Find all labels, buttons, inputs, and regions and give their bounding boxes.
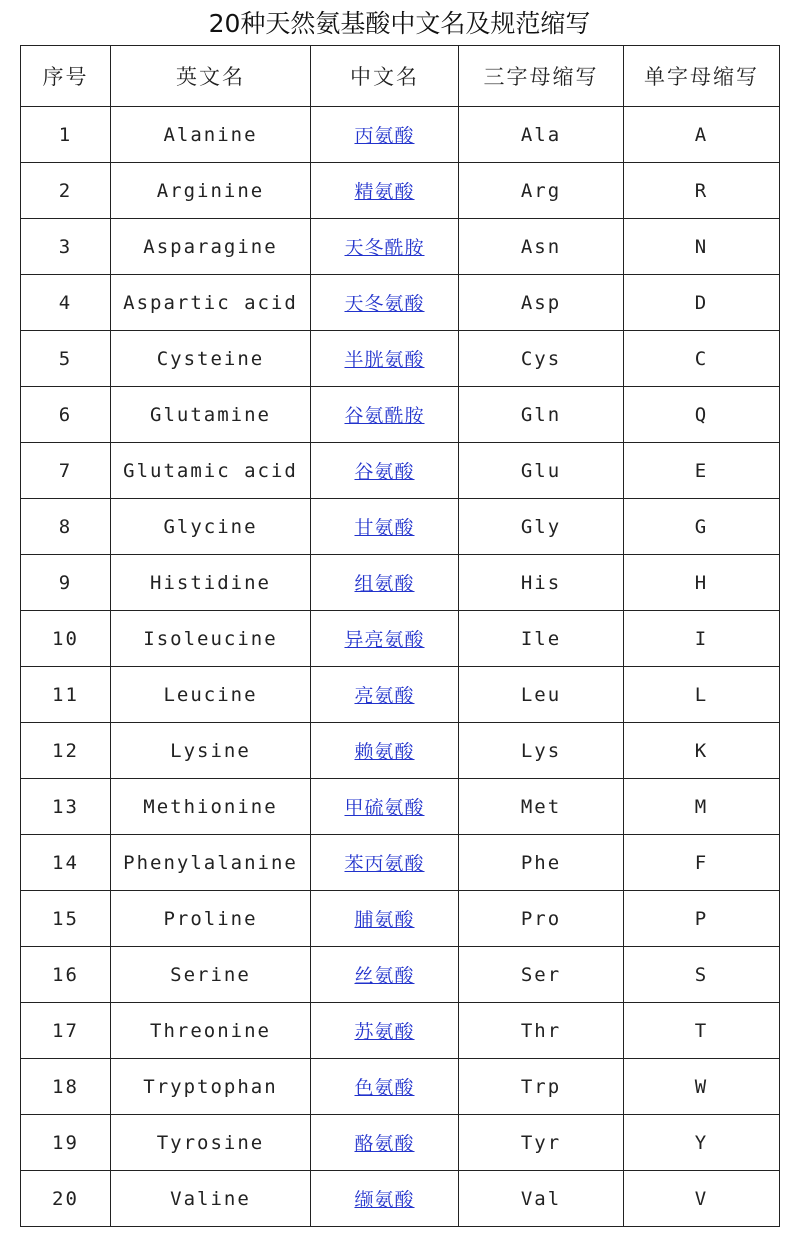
table-row (21, 387, 780, 443)
cell-number: 18 (21, 1059, 111, 1115)
cell-english-name: Lysine (111, 723, 311, 779)
chinese-name-link[interactable]: 苯丙氨酸 (344, 853, 425, 875)
cell-chinese-name (311, 107, 459, 163)
table-row (21, 331, 780, 387)
cell-english-name: Cysteine (111, 331, 311, 387)
cell-chinese-name (311, 1059, 459, 1115)
cell-number: 4 (21, 275, 111, 331)
table-row (21, 835, 780, 891)
cell-one-letter: A (624, 107, 780, 163)
chinese-name-link[interactable]: 赖氨酸 (354, 741, 415, 763)
header-three-letter: 三字母缩写 (459, 46, 624, 107)
chinese-name-link[interactable]: 组氨酸 (354, 573, 415, 595)
table-row (21, 947, 780, 1003)
cell-three-letter: Trp (459, 1059, 624, 1115)
cell-english-name: Glutamine (111, 387, 311, 443)
cell-english-name: Asparagine (111, 219, 311, 275)
cell-three-letter: Gly (459, 499, 624, 555)
cell-chinese-name (311, 723, 459, 779)
cell-three-letter: Tyr (459, 1115, 624, 1171)
cell-number: 9 (21, 555, 111, 611)
cell-chinese-name (311, 1171, 459, 1227)
header-one-letter: 单字母缩写 (624, 46, 780, 107)
cell-english-name: Tryptophan (111, 1059, 311, 1115)
chinese-name-link[interactable]: 谷氨酰胺 (344, 405, 425, 427)
table-row (21, 275, 780, 331)
cell-three-letter: Asn (459, 219, 624, 275)
table-row (21, 1059, 780, 1115)
cell-english-name: Tyrosine (111, 1115, 311, 1171)
cell-one-letter: V (624, 1171, 780, 1227)
chinese-name-link[interactable]: 精氨酸 (354, 181, 415, 203)
table-row (21, 107, 780, 163)
cell-one-letter: L (624, 667, 780, 723)
chinese-name-link[interactable]: 异亮氨酸 (344, 629, 425, 651)
cell-english-name: Glycine (111, 499, 311, 555)
cell-one-letter: C (624, 331, 780, 387)
cell-chinese-name (311, 443, 459, 499)
chinese-name-link[interactable]: 甲硫氨酸 (344, 797, 425, 819)
cell-english-name: Proline (111, 891, 311, 947)
cell-three-letter: Ser (459, 947, 624, 1003)
cell-one-letter: H (624, 555, 780, 611)
chinese-name-link[interactable]: 甘氨酸 (354, 517, 415, 539)
cell-three-letter: Asp (459, 275, 624, 331)
header-chinese-name: 中文名 (311, 46, 459, 107)
chinese-name-link[interactable]: 亮氨酸 (354, 685, 415, 707)
cell-one-letter: N (624, 219, 780, 275)
cell-three-letter: Ile (459, 611, 624, 667)
cell-three-letter: Phe (459, 835, 624, 891)
chinese-name-link[interactable]: 丙氨酸 (354, 125, 415, 147)
chinese-name-link[interactable]: 酪氨酸 (354, 1133, 415, 1155)
cell-english-name: Arginine (111, 163, 311, 219)
cell-one-letter: K (624, 723, 780, 779)
cell-one-letter: I (624, 611, 780, 667)
table-row (21, 891, 780, 947)
cell-three-letter: Ala (459, 107, 624, 163)
cell-number: 13 (21, 779, 111, 835)
table-row (21, 611, 780, 667)
table-row (21, 555, 780, 611)
cell-chinese-name (311, 835, 459, 891)
cell-one-letter: P (624, 891, 780, 947)
cell-english-name: Glutamic acid (111, 443, 311, 499)
cell-english-name: Serine (111, 947, 311, 1003)
cell-number: 8 (21, 499, 111, 555)
cell-three-letter: Arg (459, 163, 624, 219)
cell-one-letter: Q (624, 387, 780, 443)
cell-number: 11 (21, 667, 111, 723)
table-row (21, 219, 780, 275)
cell-one-letter: T (624, 1003, 780, 1059)
cell-one-letter: Y (624, 1115, 780, 1171)
cell-chinese-name (311, 667, 459, 723)
table-row (21, 667, 780, 723)
cell-number: 7 (21, 443, 111, 499)
chinese-name-link[interactable]: 苏氨酸 (354, 1021, 415, 1043)
cell-three-letter: Thr (459, 1003, 624, 1059)
header-english-name: 英文名 (111, 46, 311, 107)
cell-english-name: Isoleucine (111, 611, 311, 667)
chinese-name-link[interactable]: 天冬氨酸 (344, 293, 425, 315)
table-row (21, 163, 780, 219)
cell-chinese-name (311, 555, 459, 611)
cell-one-letter: E (624, 443, 780, 499)
cell-number: 6 (21, 387, 111, 443)
cell-three-letter: Glu (459, 443, 624, 499)
table-row (21, 723, 780, 779)
cell-one-letter: S (624, 947, 780, 1003)
cell-one-letter: R (624, 163, 780, 219)
table-row (21, 1171, 780, 1227)
chinese-name-link[interactable]: 缬氨酸 (354, 1189, 415, 1211)
chinese-name-link[interactable]: 脯氨酸 (354, 909, 415, 931)
cell-number: 17 (21, 1003, 111, 1059)
cell-number: 15 (21, 891, 111, 947)
cell-number: 19 (21, 1115, 111, 1171)
cell-number: 2 (21, 163, 111, 219)
cell-three-letter: Gln (459, 387, 624, 443)
cell-english-name: Phenylalanine (111, 835, 311, 891)
table-row (21, 443, 780, 499)
cell-english-name: Alanine (111, 107, 311, 163)
cell-one-letter: M (624, 779, 780, 835)
cell-three-letter: His (459, 555, 624, 611)
cell-chinese-name (311, 499, 459, 555)
cell-english-name: Aspartic acid (111, 275, 311, 331)
cell-three-letter: Val (459, 1171, 624, 1227)
chinese-name-link[interactable]: 丝氨酸 (354, 965, 415, 987)
cell-chinese-name (311, 275, 459, 331)
cell-chinese-name (311, 779, 459, 835)
amino-acid-table (20, 45, 780, 1227)
page-title: 20种天然氨基酸中文名及规范缩写 (208, 9, 591, 38)
table-row (21, 1003, 780, 1059)
cell-chinese-name (311, 331, 459, 387)
cell-three-letter: Pro (459, 891, 624, 947)
cell-one-letter: G (624, 499, 780, 555)
table-row (21, 1115, 780, 1171)
cell-number: 14 (21, 835, 111, 891)
cell-number: 12 (21, 723, 111, 779)
cell-chinese-name (311, 163, 459, 219)
chinese-name-link[interactable]: 天冬酰胺 (344, 237, 425, 259)
cell-three-letter: Cys (459, 331, 624, 387)
chinese-name-link[interactable]: 谷氨酸 (354, 461, 415, 483)
cell-english-name: Valine (111, 1171, 311, 1227)
header-number: 序号 (21, 46, 111, 107)
cell-chinese-name (311, 219, 459, 275)
cell-three-letter: Lys (459, 723, 624, 779)
cell-number: 5 (21, 331, 111, 387)
cell-number: 16 (21, 947, 111, 1003)
cell-chinese-name (311, 611, 459, 667)
cell-chinese-name (311, 387, 459, 443)
table-row (21, 779, 780, 835)
cell-english-name: Leucine (111, 667, 311, 723)
cell-three-letter: Leu (459, 667, 624, 723)
cell-number: 1 (21, 107, 111, 163)
table-row (21, 499, 780, 555)
cell-english-name: Methionine (111, 779, 311, 835)
cell-number: 10 (21, 611, 111, 667)
cell-chinese-name (311, 1003, 459, 1059)
cell-one-letter: F (624, 835, 780, 891)
cell-chinese-name (311, 891, 459, 947)
cell-number: 20 (21, 1171, 111, 1227)
cell-one-letter: W (624, 1059, 780, 1115)
cell-chinese-name (311, 947, 459, 1003)
cell-chinese-name (311, 1115, 459, 1171)
table-header-row (21, 46, 780, 107)
chinese-name-link[interactable]: 色氨酸 (354, 1077, 415, 1099)
table-body (21, 107, 780, 1227)
cell-one-letter: D (624, 275, 780, 331)
chinese-name-link[interactable]: 半胱氨酸 (344, 349, 425, 371)
cell-english-name: Histidine (111, 555, 311, 611)
cell-number: 3 (21, 219, 111, 275)
cell-english-name: Threonine (111, 1003, 311, 1059)
cell-three-letter: Met (459, 779, 624, 835)
